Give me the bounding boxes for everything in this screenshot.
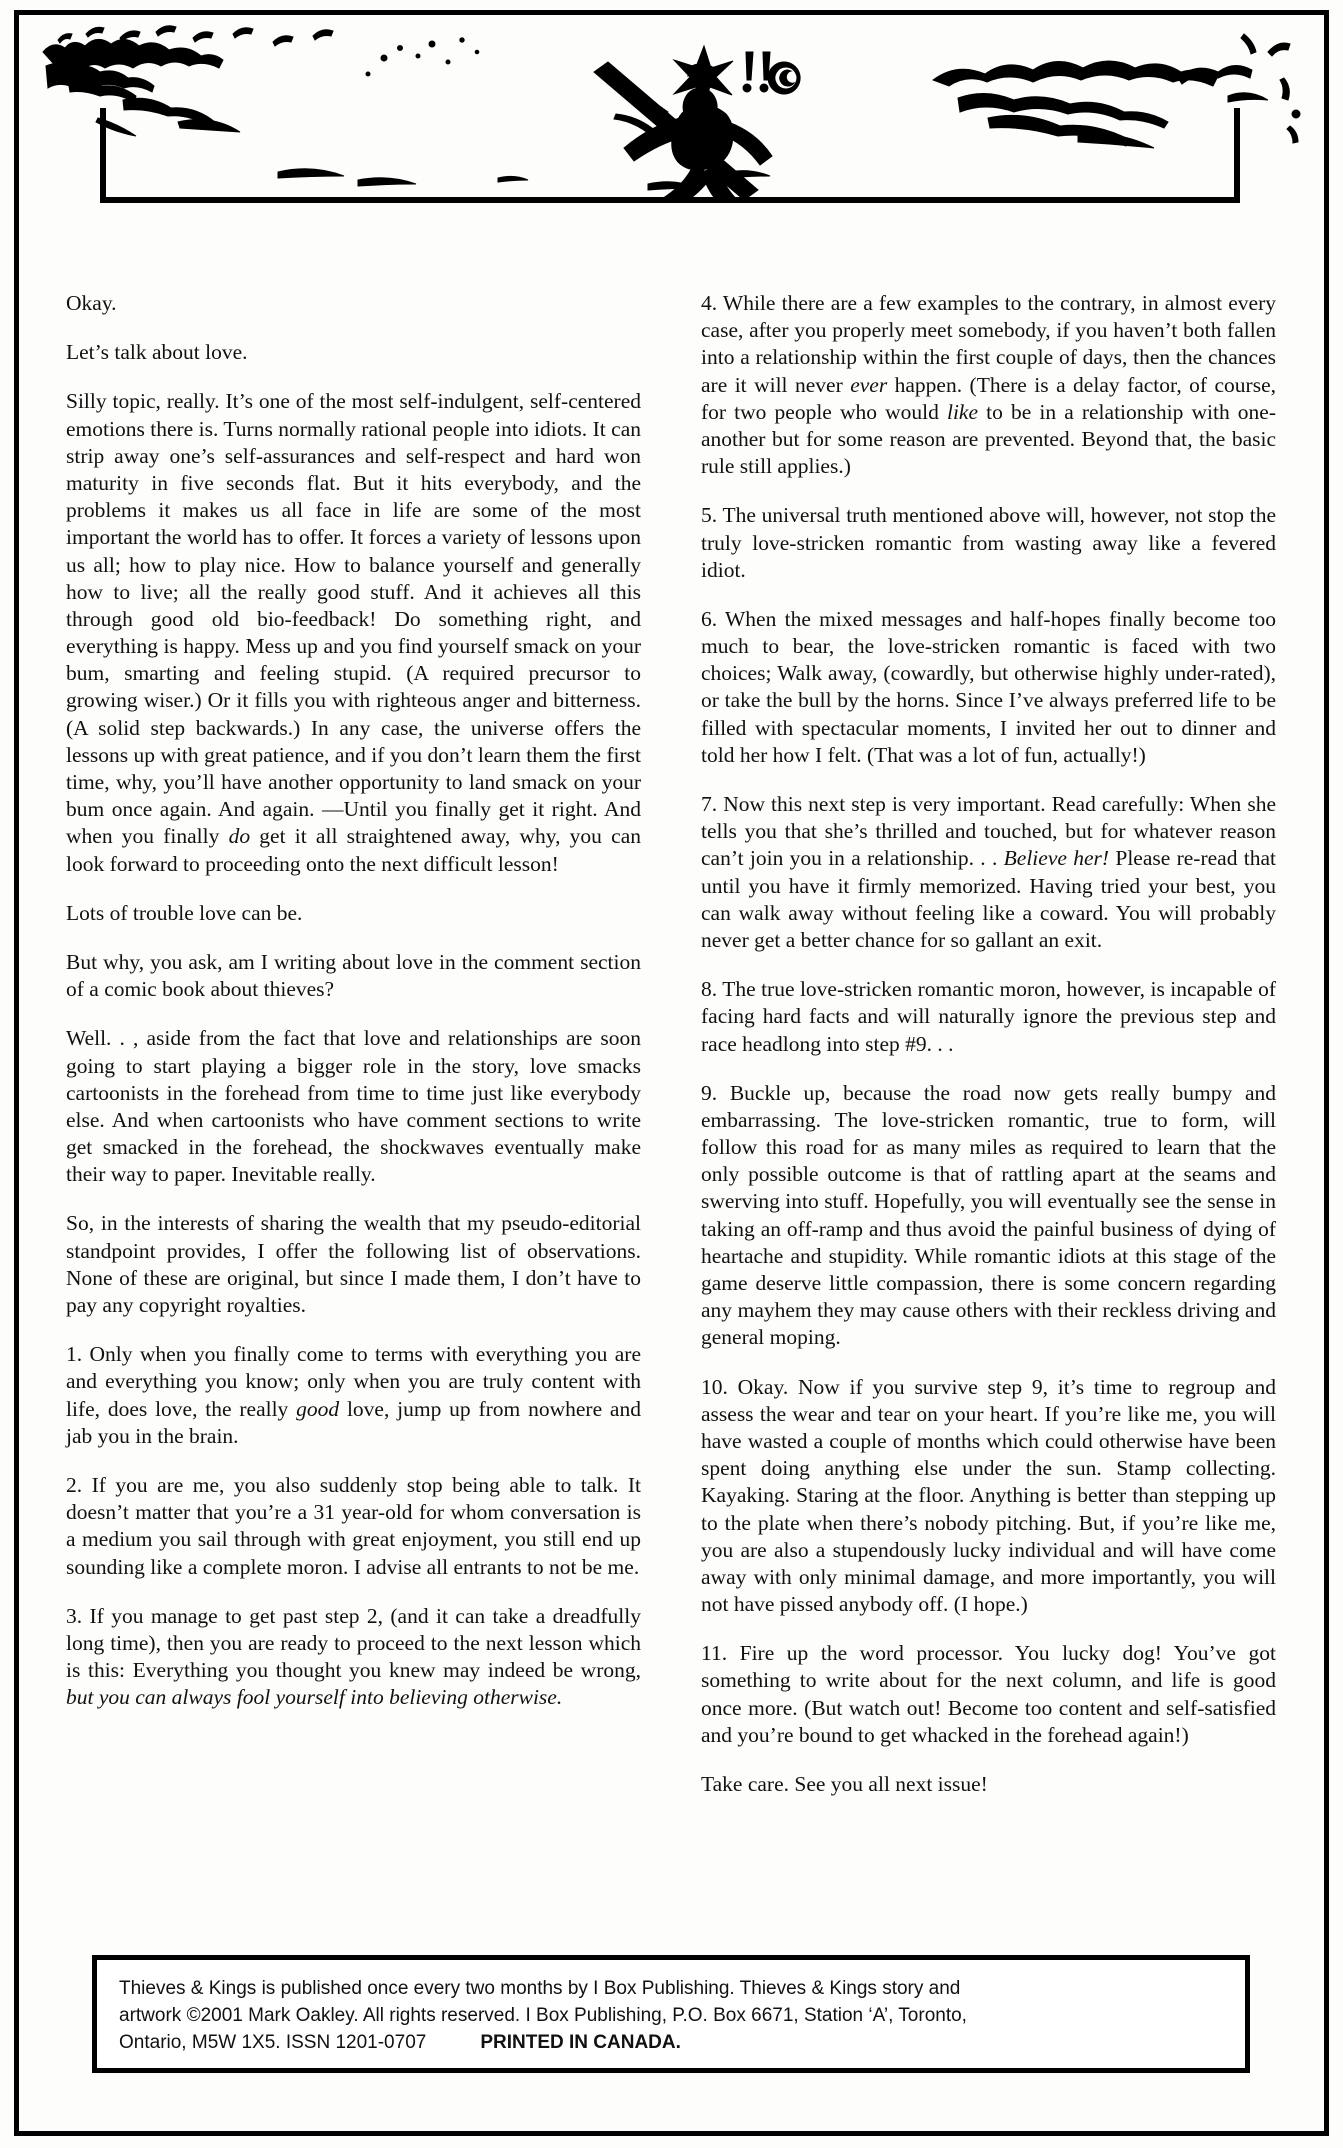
p-item-8: 8. The true love-stricken romantic moron, however, is incapable of facing hard facts and will naturally ignore the previous step and race headlong into step #9. . . xyxy=(701,977,1276,1056)
p-silly-topic: Silly topic, really. It’s one of the most self-indulgent, self-centered emotions there is. Turns normally rational people into idiots. It can strip away one’s self-assurances and self-respect and hard won maturity in five seconds flat. But it hits everybody, and the problems it makes us all face in life are some of the most important the world has to offer. It forces a variety of lessons upon us all; how to play nice. How to balance yourself and generally how to live; all the really good stuff. And it achieves all this through good old bio-feedback! Do something right, and everything is happy. Mess up and you find yourself smack on your bum, smarting and feeling stupid. (A required precursor to growing wiser.) Or it fills you with righteous anger and bitterness. (A solid step backwards.) In any case, the universe offers the lessons up with great patience, and if you don’t learn them the first time, why, you’ll have another opportunity to land smack on your bum once again. And again. —Until you finally get it right. And when you finally do get it all straightened away, why, you can look forward to proceeding onto the next difficult lesson! xyxy=(66,389,641,876)
p-item-6: 6. When the mixed messages and half-hopes finally become too much to bear, the love-stricken romantic is faced with two choices; Walk away, (cowardly, but otherwise highly under-rated), or take the bull by the horns. Since I’ve always preferred life to be filled with spectacular moments, I invited her out to dinner and told her how I felt. (That was a lot of fun, actually!) xyxy=(701,606,1276,767)
p-item-1: 1. Only when you finally come to terms with everything you are and everything you know; only when you are truly content with life, does love, the really good love, jump up from nowhere and jab you in the brain. xyxy=(66,1342,641,1448)
comic-panel-frame xyxy=(100,108,1240,203)
printed-in-canada-text: PRINTED IN CANADA. xyxy=(480,2031,681,2053)
p-item-5: 5. The universal truth mentioned above will, however, not stop the truly love-stricken romantic from wasting away like a fevered idiot. xyxy=(701,503,1276,582)
issn-text: Ontario, M5W 1X5. ISSN 1201-0707 xyxy=(119,2031,427,2053)
comic-header-illustration xyxy=(28,22,1316,202)
p-item-10: 10. Okay. Now if you survive step 9, it’s time to regroup and assess the wear and tear on your heart. If you’re like me, you will have wasted a couple of months which could otherwise have been spent doing anything else under the sun. Stamp collecting. Kayaking. Staring at the floor. Anything is better than stepping up to the plate when there’s nobody pitching. But, if you’re like me, you are also a stupendously lucky individual and will have come away with only minimal damage, and more importantly, you will not have pissed anybody off. (I hope.) xyxy=(701,1374,1276,1617)
p-lets-talk: Let’s talk about love. xyxy=(66,340,248,365)
p-so-in-the-interests: So, in the interests of sharing the wealth that my pseudo-editorial standpoint provides, I offer the following list of observations. None of these are original, but since I made them, I don’t have to pay any copyright royalties. xyxy=(66,1211,641,1317)
p-item-3: 3. If you manage to get past step 2, (and it can take a dreadfully long time), then you are ready to proceed to the next lesson which is this: Everything you thought you knew may indeed be wrong, but you can always fool yourself into believing otherwise. xyxy=(66,1603,641,1710)
copyright-footer-text xyxy=(97,1960,1245,2067)
p-item-4: 4. While there are a few examples to the contrary, in almost every case, after you properly meet somebody, if you haven’t both fallen into a relationship within the first couple of days, then the chances are it will never ever happen. (There is a delay factor, of course, for two people who would like to be in a relationship with one-another but for some reason are prevented. Beyond that, the basic rule still applies.) xyxy=(701,291,1277,479)
copyright-line-2: artwork ©2001 Mark Oakley. All rights reserved. I Box Publishing, P.O. Box 6671, Station ‘A’, Toronto, xyxy=(119,2004,967,2026)
left-text-column xyxy=(66,290,641,1798)
article-columns xyxy=(66,290,1276,1798)
p-item-11: 11. Fire up the word processor. You lucky dog! You’ve got something to write about for the next column, and life is good once more. (But watch out! Become too content and self-satisfied and you’re bound to get whacked in the forehead again!) xyxy=(701,1641,1276,1747)
p-item-7: 7. Now this next step is very important. Read carefully: When she tells you that she’s thrilled and touched, but for whatever reason can’t join you in a relationship. . . Believe her! Please re-read that until you have it firmly memorized. Having tried your best, you can walk away without feeling like a coward. You will probably never get a better chance for so gallant an exit. xyxy=(701,792,1276,952)
p-item-9: 9. Buckle up, because the road now gets really bumpy and embarrassing. The love-stricken romantic, true to form, will follow this road for as many miles as required to learn that the only possible outcome is that of rattling apart at the seams and swerving into stuff. Hopefully, you will eventually see the sense in taking an off-ramp and thus avoid the painful business of dying of heartache and stupidity. While romantic idiots at this stage of the game deserve little compassion, there is some concern regarding any mayhem they may cause others with their reckless driving and general moping. xyxy=(701,1080,1276,1350)
copyright-line-3 xyxy=(119,2030,1223,2057)
p-well-aside: Well. . , aside from the fact that love and relationships are soon going to start playing a bigger role in the story, love smacks cartoonists in the forehead from time to time just like everybody else. And when cartoonists who have comment sections to write get smacked in the forehead, the shockwaves eventually make their way to paper. Inevitable really. xyxy=(66,1026,641,1187)
copyright-footer-box xyxy=(92,1955,1250,2073)
p-okay: Okay. xyxy=(66,291,117,315)
copyright-line-1: Thieves & Kings is published once every two months by I Box Publishing. Thieves & Kings story and xyxy=(119,1978,961,1999)
p-item-2: 2. If you are me, you also suddenly stop being able to talk. It doesn’t matter that you’re a 31 year-old for whom conversation is a medium you sail through with great enjoyment, you still end up sounding like a complete moron. I advise all entrants to not be me. xyxy=(66,1472,641,1579)
p-lots-of-trouble: Lots of trouble love can be. xyxy=(66,900,303,925)
right-text-column xyxy=(701,290,1276,1798)
p-but-why: But why, you ask, am I writing about love in the comment section of a comic book about thieves? xyxy=(66,949,641,1002)
p-take-care: Take care. See you all next issue! xyxy=(701,1772,988,1796)
